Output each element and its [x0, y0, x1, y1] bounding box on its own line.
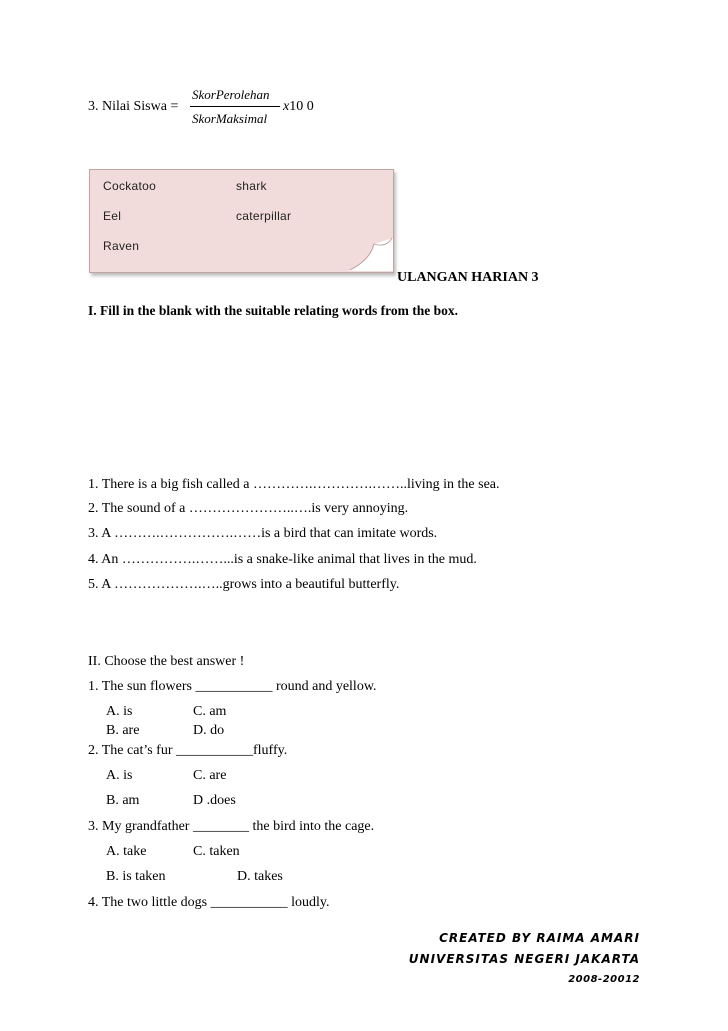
- q1-option-b: B. are: [106, 723, 140, 738]
- formula-label: 3. Nilai Siswa =: [88, 99, 179, 114]
- footer-author: CREATED BY RAIMA AMARI: [439, 931, 640, 945]
- q1-option-d: D. do: [193, 723, 225, 738]
- fill-item-5: 5. A ……………….…..grows into a beautiful butterfly.: [88, 577, 400, 592]
- question-2: 2. The cat’s fur ___________fluffy.: [88, 743, 288, 758]
- q3-option-b: B. is taken: [106, 869, 166, 884]
- word-raven: Raven: [103, 239, 140, 253]
- word-cockatoo: Cockatoo: [103, 179, 157, 193]
- formula-multiplier: [283, 99, 314, 115]
- q2-option-c: C. are: [193, 768, 227, 783]
- q3-option-c: C. taken: [193, 844, 240, 859]
- q2-option-d: D .does: [193, 793, 236, 808]
- question-1: 1. The sun flowers ___________ round and yellow.: [88, 679, 377, 694]
- page-curl-icon: [348, 238, 393, 271]
- fill-item-3: 3. A ……….…………….……is a bird that can imitate words.: [88, 526, 438, 541]
- q3-option-a: A. take: [106, 844, 147, 859]
- q2-option-a: A. is: [106, 768, 133, 783]
- fraction-line: [190, 106, 280, 107]
- formula-numerator: SkorPerolehan: [192, 87, 270, 102]
- fill-item-4: 4. An …………….……...is a snake-like animal that lives in the mud.: [88, 552, 477, 567]
- word-caterpillar: caterpillar: [236, 209, 292, 223]
- section1-instruction: I. Fill in the blank with the suitable relating words from the box.: [88, 303, 459, 318]
- section2-instruction: II. Choose the best answer !: [88, 654, 245, 669]
- q1-option-c: C. am: [193, 704, 227, 719]
- fill-item-2: 2. The sound of a …………………..….is very annoying.: [88, 501, 409, 516]
- question-3: 3. My grandfather ________ the bird into the cage.: [88, 819, 375, 834]
- formula-denominator: SkorMaksimal: [192, 111, 268, 126]
- question-4: 4. The two little dogs ___________ loudly.: [88, 895, 330, 910]
- multiplier-var: x: [283, 99, 290, 114]
- word-shark: shark: [236, 179, 267, 193]
- q2-option-b: B. am: [106, 793, 140, 808]
- fill-item-1: 1. There is a big fish called a ………….………….……..living in the sea.: [88, 477, 500, 492]
- multiplier-value: 10 0: [289, 99, 314, 114]
- footer-year: 2008-20012: [568, 974, 640, 985]
- q3-option-d: D. takes: [237, 869, 283, 884]
- q1-option-a: A. is: [106, 704, 133, 719]
- footer-university: UNIVERSITAS NEGERI JAKARTA: [408, 952, 640, 966]
- page-title: ULANGAN HARIAN 3: [397, 270, 539, 285]
- word-eel: Eel: [103, 209, 122, 223]
